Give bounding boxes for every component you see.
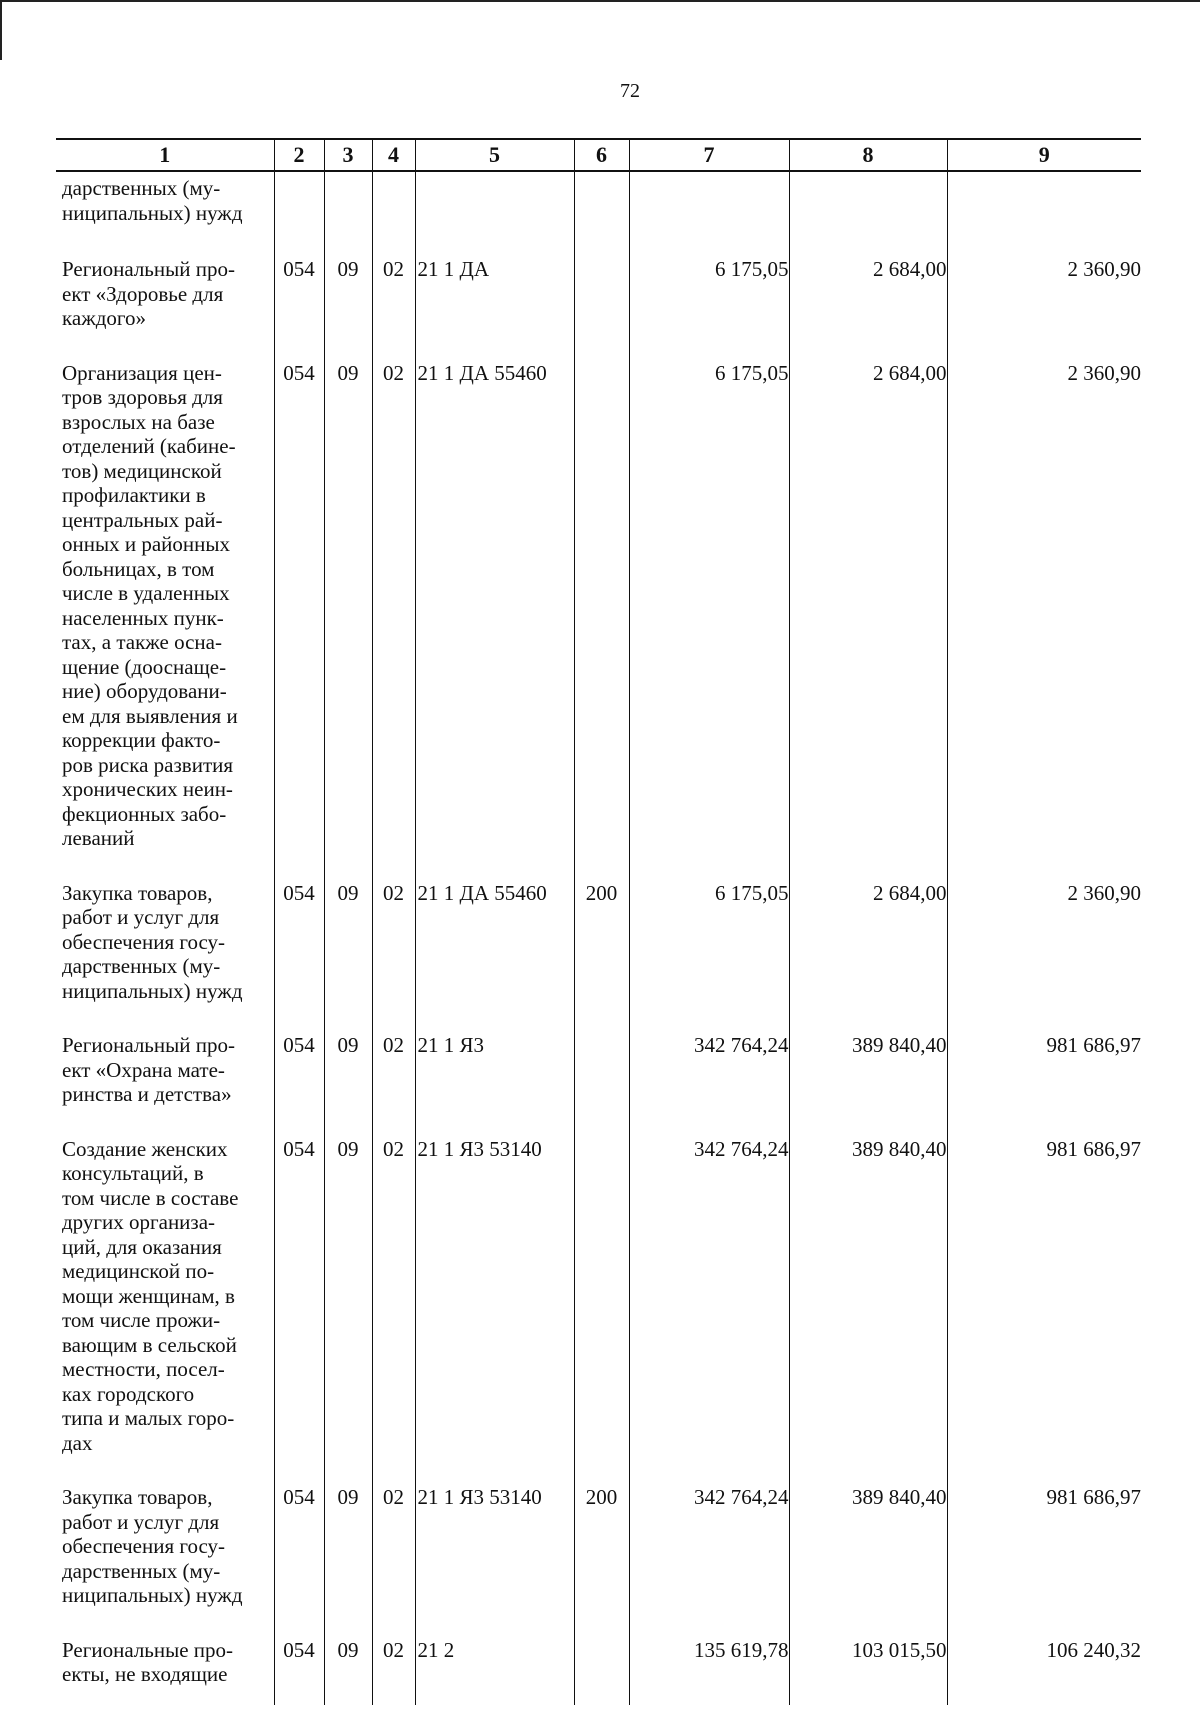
row-name-cell	[56, 1485, 274, 1638]
amount-col7-cell: 342 764,24	[629, 1485, 789, 1638]
amount-col9-cell	[947, 171, 1141, 257]
admin-code-cell: 054	[274, 1033, 324, 1137]
expense-type-cell	[574, 1638, 629, 1705]
amount-col9-cell: 2 360,90	[947, 257, 1141, 361]
row-name-line: ниципальных) нужд	[62, 1583, 243, 1607]
row-name-line: обеспечения госу-	[62, 929, 226, 954]
amount-col9-cell: 981 686,97	[947, 1137, 1141, 1486]
section-code-cell: 09	[324, 257, 372, 361]
row-name-line: Организация цен-	[62, 360, 222, 385]
amount-col8-cell: 2 684,00	[789, 881, 947, 1034]
row-name-line: других организа-	[62, 1210, 216, 1234]
row-name-line: числе в удаленных	[62, 581, 230, 605]
amount-col7-cell: 6 175,05	[629, 361, 789, 881]
row-name-line: вающим в сельской	[62, 1332, 237, 1357]
amount-col8-cell: 389 840,40	[789, 1033, 947, 1137]
expense-type-cell	[574, 361, 629, 881]
amount-col9-cell: 106 240,32	[947, 1638, 1141, 1705]
col-header-8: 8	[789, 139, 947, 171]
amount-col8-cell: 2 684,00	[789, 257, 947, 361]
subsection-code-cell: 02	[372, 361, 415, 881]
row-name-line: Создание женских	[62, 1136, 228, 1161]
table-row	[56, 361, 1141, 881]
scan-border-top	[0, 0, 1200, 2]
target-article-cell: 21 1 ДА 55460	[415, 361, 574, 881]
target-article-cell: 21 1 Я3	[415, 1033, 574, 1137]
col-header-1: 1	[56, 139, 274, 171]
col-header-5: 5	[415, 139, 574, 171]
subsection-code-cell: 02	[372, 881, 415, 1034]
row-name-line: Региональные про-	[62, 1637, 234, 1662]
col-header-6: 6	[574, 139, 629, 171]
row-name-line: взрослых на базе	[62, 409, 215, 434]
subsection-code-cell	[372, 171, 415, 257]
target-article-cell: 21 1 Я3 53140	[415, 1137, 574, 1486]
amount-col9-cell: 981 686,97	[947, 1485, 1141, 1638]
subsection-code-cell: 02	[372, 1137, 415, 1486]
row-name-line: ниципальных) нужд	[62, 978, 243, 1003]
target-article-cell: 21 1 ДА 55460	[415, 881, 574, 1034]
expense-type-cell	[574, 1137, 629, 1486]
amount-col8-cell: 389 840,40	[789, 1137, 947, 1486]
amount-col8-cell	[789, 171, 947, 257]
row-name-line: щение (дооснаще-	[62, 654, 227, 679]
subsection-code-cell: 02	[372, 1485, 415, 1638]
amount-col7-cell: 342 764,24	[629, 1033, 789, 1137]
col-header-3: 3	[324, 139, 372, 171]
admin-code-cell: 054	[274, 881, 324, 1034]
row-name-line: мощи женщинам, в	[62, 1283, 235, 1308]
row-name-line: хронических неин-	[62, 777, 233, 801]
row-name-cell	[56, 361, 274, 881]
row-name-line: ем для выявления и	[62, 703, 238, 728]
row-name-line: коррекции факто-	[62, 728, 221, 752]
row-name-line: тах, а также осна-	[62, 630, 222, 654]
row-name-line: Региональный про-	[62, 257, 235, 281]
table-row	[56, 881, 1141, 1034]
col-header-2: 2	[274, 139, 324, 171]
table-row	[56, 171, 1141, 257]
row-name-line: том числе прожи-	[62, 1308, 221, 1332]
row-name-line: леваний	[62, 826, 135, 850]
row-name-cell	[56, 1033, 274, 1137]
row-name-line: дах	[62, 1430, 93, 1455]
table-row	[56, 1137, 1141, 1486]
target-article-cell	[415, 171, 574, 257]
amount-col8-cell: 103 015,50	[789, 1638, 947, 1705]
table-row	[56, 1485, 1141, 1638]
row-name-line: медицинской по-	[62, 1259, 215, 1283]
scan-border-left	[0, 0, 2, 60]
amount-col7-cell: 6 175,05	[629, 257, 789, 361]
section-code-cell: 09	[324, 1638, 372, 1705]
target-article-cell: 21 2	[415, 1638, 574, 1705]
row-name-line: том числе в составе	[62, 1185, 239, 1210]
admin-code-cell: 054	[274, 1485, 324, 1638]
amount-col8-cell: 389 840,40	[789, 1485, 947, 1638]
row-name-line: Региональный про-	[62, 1033, 235, 1057]
row-name-line: работ и услуг для	[62, 905, 220, 929]
row-name-line: онных и районных	[62, 532, 230, 556]
subsection-code-cell: 02	[372, 1033, 415, 1137]
row-name-line: местности, посел-	[62, 1357, 225, 1381]
amount-col9-cell: 2 360,90	[947, 881, 1141, 1034]
row-name-line: ние) оборудовани-	[62, 679, 227, 703]
row-name-line: отделений (кабине-	[62, 434, 236, 458]
amount-col7-cell: 6 175,05	[629, 881, 789, 1034]
section-code-cell: 09	[324, 1137, 372, 1486]
expense-type-cell	[574, 257, 629, 361]
admin-code-cell: 054	[274, 257, 324, 361]
row-name-cell	[56, 1638, 274, 1705]
row-name-line: ций, для оказания	[62, 1234, 222, 1259]
section-code-cell: 09	[324, 881, 372, 1034]
row-name-line: фекционных забо-	[62, 801, 227, 826]
amount-col7-cell: 135 619,78	[629, 1638, 789, 1705]
row-name-line: больницах, в том	[62, 556, 215, 581]
col-header-9: 9	[947, 139, 1141, 171]
target-article-cell: 21 1 ДА	[415, 257, 574, 361]
row-name-line: ках городского	[62, 1381, 195, 1406]
expense-type-cell	[574, 1033, 629, 1137]
row-name-cell	[56, 1137, 274, 1486]
col-header-4: 4	[372, 139, 415, 171]
row-name-line: ров риска развития	[62, 752, 234, 777]
budget-table	[56, 138, 1141, 1705]
table-row	[56, 1638, 1141, 1705]
row-name-line: Закупка товаров,	[62, 880, 213, 905]
row-name-line: дарственных (му-	[62, 176, 221, 200]
amount-col7-cell	[629, 171, 789, 257]
row-name-line: профилактики в	[62, 483, 206, 507]
table-body	[56, 171, 1141, 1705]
row-name-line: каждого»	[62, 306, 146, 330]
section-code-cell	[324, 171, 372, 257]
row-name-line: дарственных (му-	[62, 1558, 221, 1583]
col-header-7: 7	[629, 139, 789, 171]
row-name-line: Закупка товаров,	[62, 1485, 213, 1509]
target-article-cell: 21 1 Я3 53140	[415, 1485, 574, 1638]
page-number: 72	[620, 80, 640, 102]
row-name-cell	[56, 257, 274, 361]
admin-code-cell	[274, 171, 324, 257]
expense-type-cell	[574, 171, 629, 257]
row-name-line: ниципальных) нужд	[62, 200, 243, 225]
table-header-row	[56, 139, 1141, 171]
row-name-line: екты, не входящие	[62, 1662, 228, 1686]
row-name-line: ект «Здоровье для	[62, 281, 224, 306]
row-name-line: типа и малых горо-	[62, 1406, 235, 1430]
row-name-line: ринства и детства»	[62, 1082, 232, 1106]
row-name-cell	[56, 881, 274, 1034]
expense-type-cell: 200	[574, 1485, 629, 1638]
amount-col8-cell: 2 684,00	[789, 361, 947, 881]
section-code-cell: 09	[324, 1485, 372, 1638]
row-name-line: консультаций, в	[62, 1161, 204, 1185]
row-name-line: населенных пунк-	[62, 605, 224, 630]
row-name-line: обеспечения госу-	[62, 1534, 226, 1558]
row-name-line: центральных рай-	[62, 507, 223, 532]
admin-code-cell: 054	[274, 361, 324, 881]
subsection-code-cell: 02	[372, 257, 415, 361]
table-row	[56, 257, 1141, 361]
row-name-cell	[56, 171, 274, 257]
table-row	[56, 1033, 1141, 1137]
section-code-cell: 09	[324, 361, 372, 881]
row-name-line: тов) медицинской	[62, 458, 222, 483]
subsection-code-cell: 02	[372, 1638, 415, 1705]
section-code-cell: 09	[324, 1033, 372, 1137]
row-name-line: ект «Охрана мате-	[62, 1057, 225, 1082]
expense-type-cell: 200	[574, 881, 629, 1034]
row-name-line: тров здоровья для	[62, 385, 223, 409]
amount-col9-cell: 2 360,90	[947, 361, 1141, 881]
amount-col7-cell: 342 764,24	[629, 1137, 789, 1486]
admin-code-cell: 054	[274, 1638, 324, 1705]
admin-code-cell: 054	[274, 1137, 324, 1486]
row-name-line: работ и услуг для	[62, 1509, 220, 1534]
amount-col9-cell: 981 686,97	[947, 1033, 1141, 1137]
row-name-line: дарственных (му-	[62, 954, 221, 978]
